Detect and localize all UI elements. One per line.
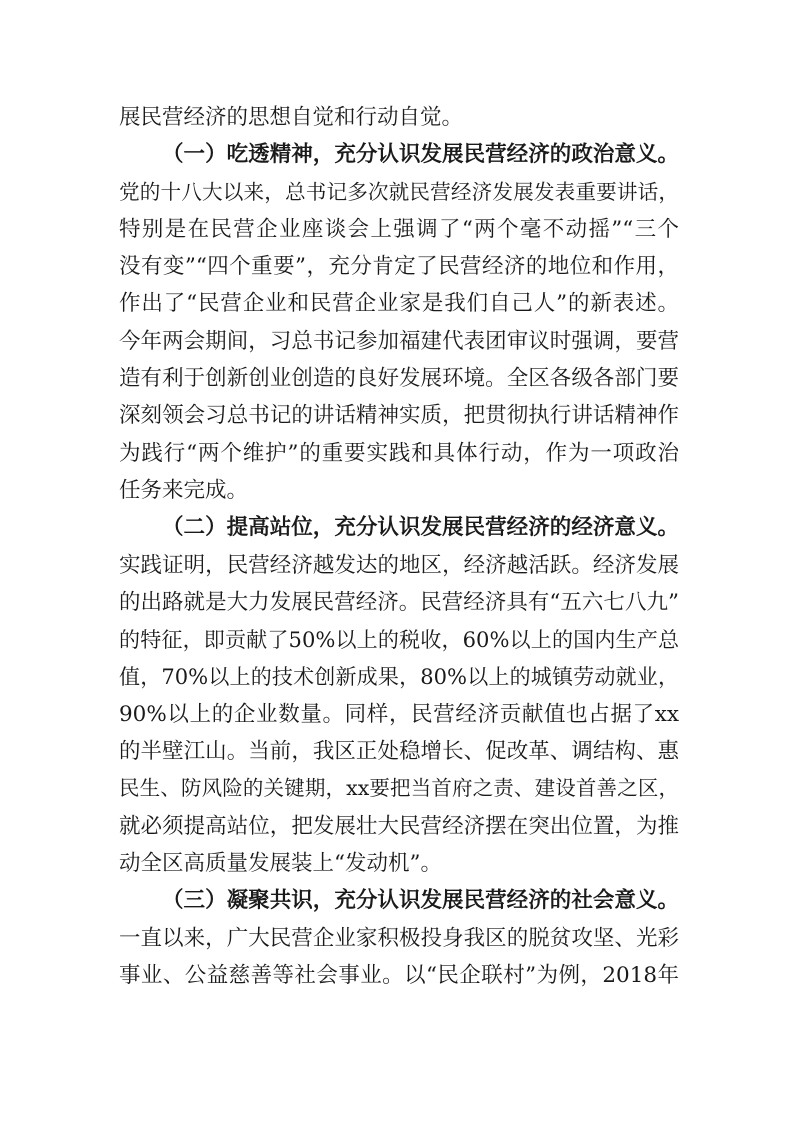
- section-heading-3: （三）凝聚共识，充分认识发展民营经济的社会意义。: [162, 888, 679, 914]
- text-line: 深刻领会习总书记的讲话精神实质，把贯彻执行讲话精神作: [119, 403, 679, 429]
- document-body: [119, 99, 679, 994]
- text-line: 展民营经济的思想自觉和行动自觉。: [119, 105, 464, 130]
- text-line: 任务来完成。: [119, 477, 249, 503]
- text-line: 的特征，即贡献了50%以上的税收，60%以上的国内生产总: [119, 627, 679, 653]
- text-line: 为践行“两个维护”的重要实践和具体行动，作为一项政治: [119, 440, 679, 466]
- text-line: 没有变”“四个重要”，充分肯定了民营经济的地位和作用，: [119, 254, 679, 280]
- text-line: 民生、防风险的关键期，xx要把当首府之责、建设首善之区，: [119, 776, 679, 801]
- text-line: 90%以上的企业数量。同样，民营经济贡献值也占据了xx: [119, 701, 679, 727]
- text-line: 就必须提高站位，把发展壮大民营经济摆在突出位置，为推: [119, 813, 679, 839]
- text-line: 特别是在民营企业座谈会上强调了“两个毫不动摇”“三个: [119, 216, 679, 242]
- section-heading-1: （一）吃透精神，充分认识发展民营经济的政治意义。: [162, 142, 679, 168]
- text-line: 实践证明，民营经济越发达的地区，经济越活跃。经济发展: [119, 552, 679, 578]
- text-line: 党的十八大以来，总书记多次就民营经济发展发表重要讲话，: [119, 179, 679, 204]
- text-line: 动全区高质量发展装上“发动机”。: [119, 850, 442, 876]
- text-line: 作出了“民营企业和民营企业家是我们自己人”的新表述。: [119, 291, 679, 317]
- text-line: 一直以来，广大民营企业家积极投身我区的脱贫攻坚、光彩: [119, 925, 679, 951]
- section-heading-2: （二）提高站位，充分认识发展民营经济的经济意义。: [162, 515, 679, 541]
- text-line: 事业、公益慈善等社会事业。以“民企联村”为例，2018年: [119, 962, 679, 988]
- text-line: 造有利于创新创业创造的良好发展环境。全区各级各部门要: [119, 366, 679, 392]
- text-line: 的出路就是大力发展民营经济。民营经济具有“五六七八九”: [119, 589, 679, 615]
- text-line: 的半壁江山。当前，我区正处稳增长、促改革、调结构、惠: [119, 739, 679, 765]
- text-line: 值，70%以上的技术创新成果，80%以上的城镇劳动就业，: [119, 664, 679, 690]
- text-line: 今年两会期间，习总书记参加福建代表团审议时强调，要营: [119, 328, 679, 354]
